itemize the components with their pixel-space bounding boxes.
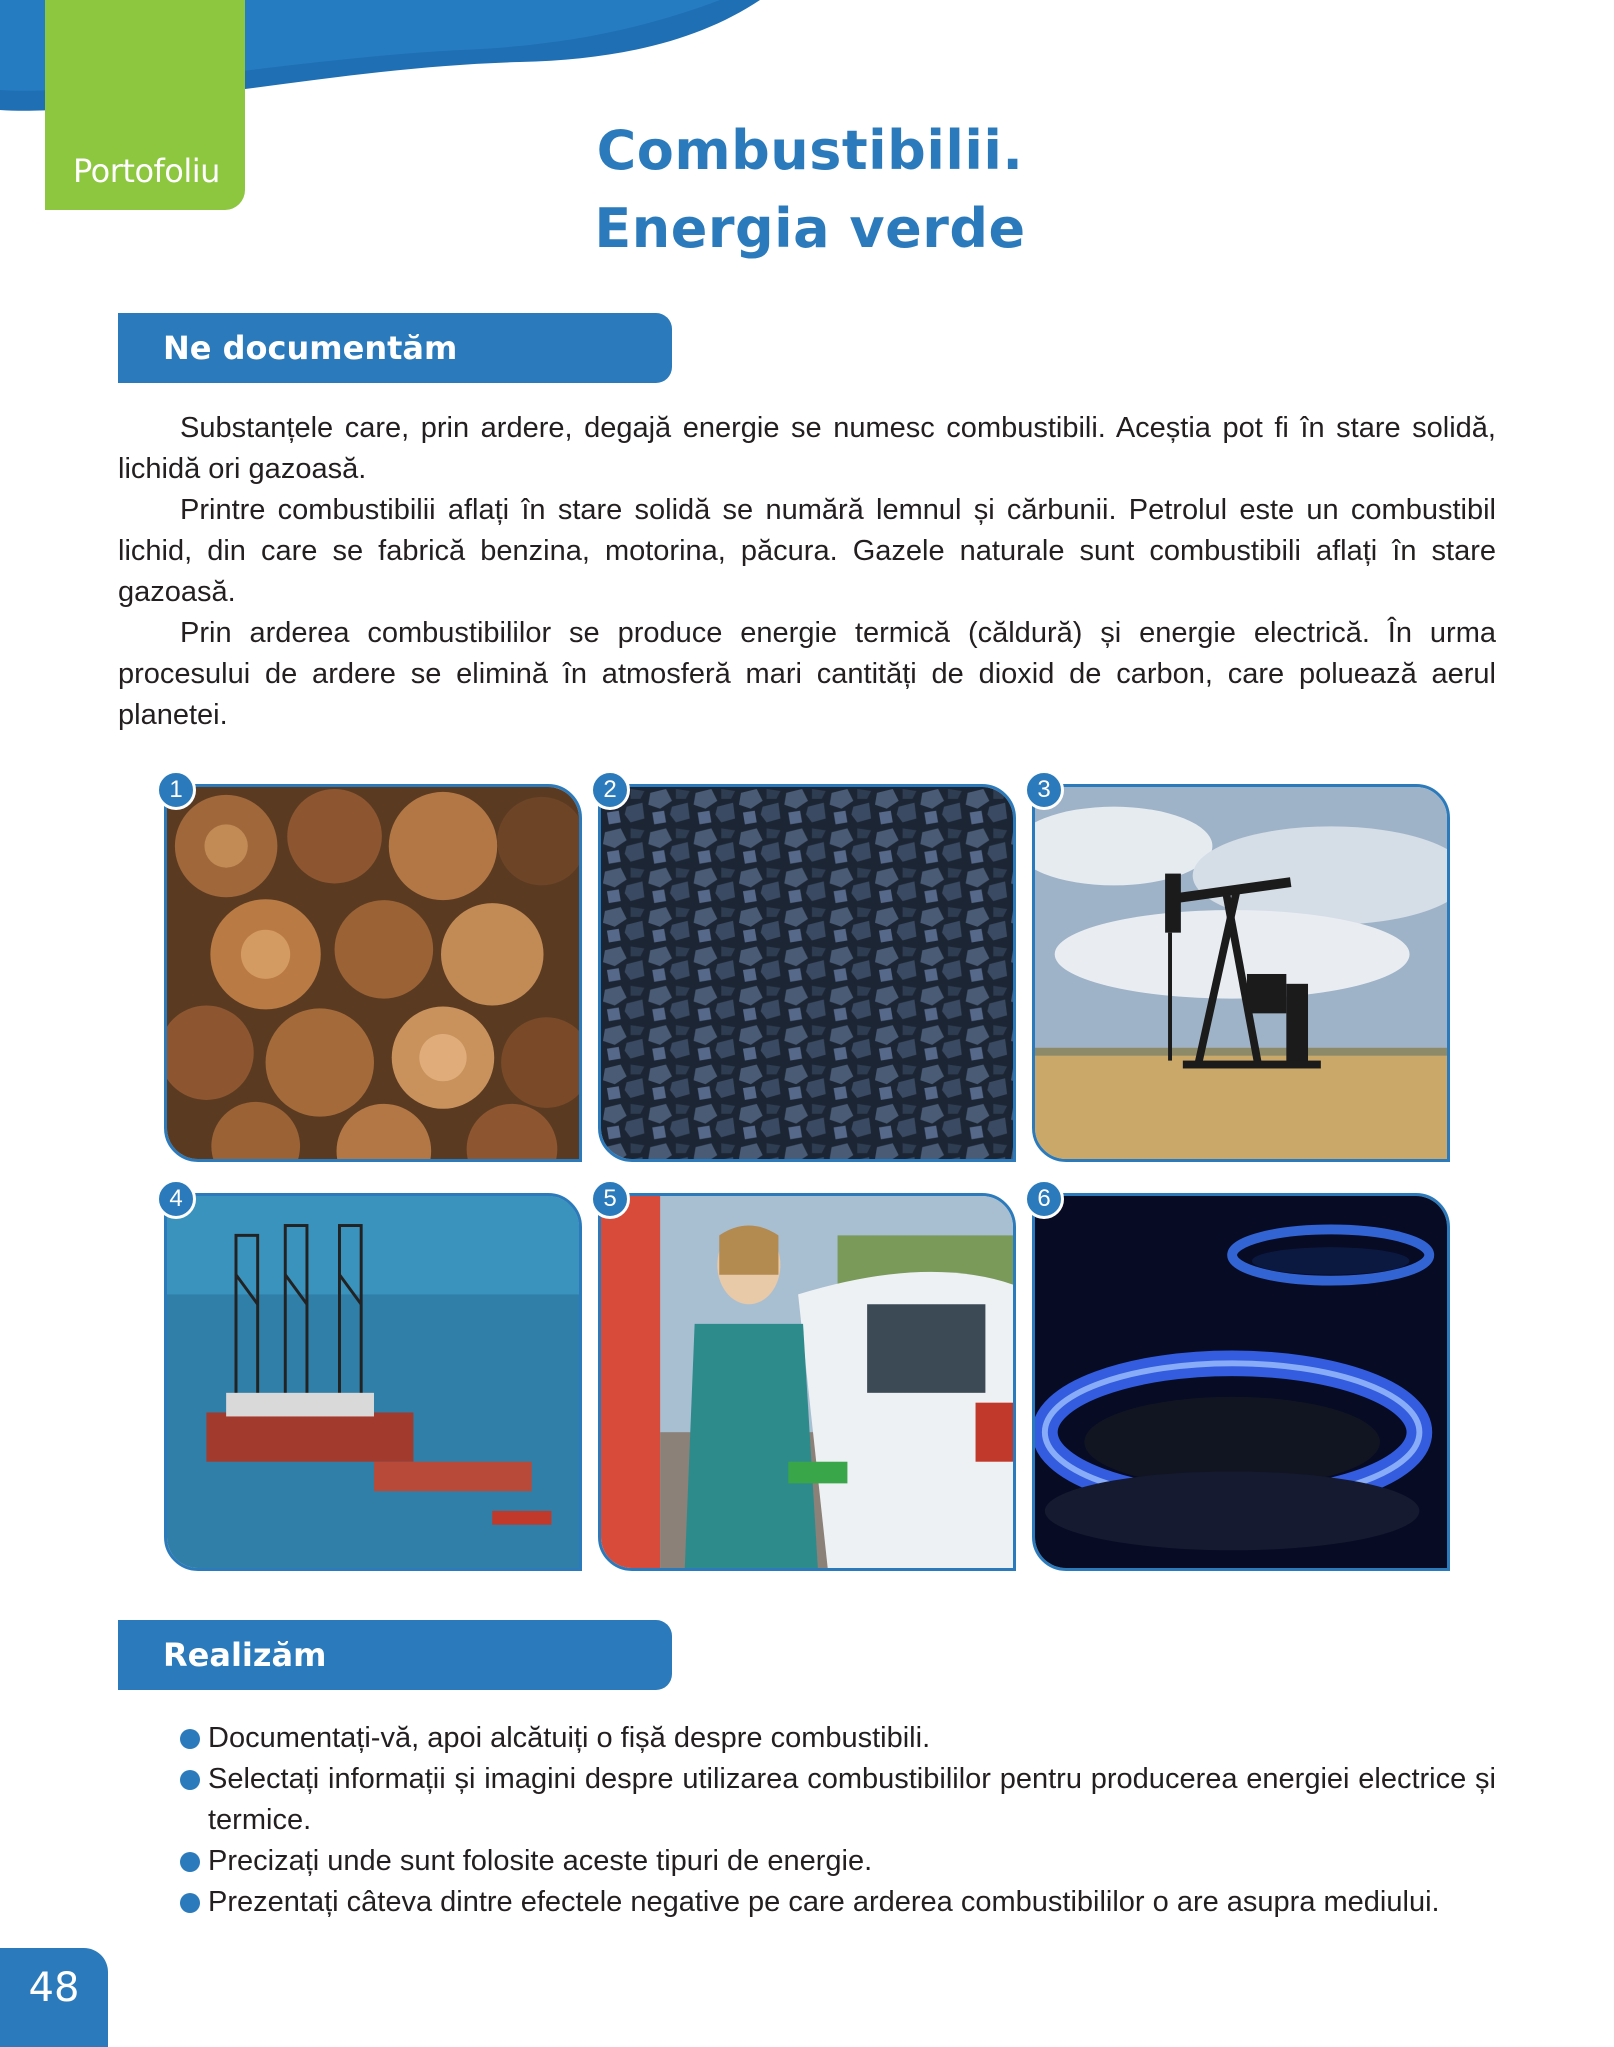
firewood-photo bbox=[164, 784, 582, 1162]
paragraph: Substanțele care, prin ardere, degajă energie se numesc combustibili. Aceștia pot fi în stare solidă, lichidă ori gazoasă. bbox=[118, 412, 1496, 485]
photo-number-badge: 4 bbox=[156, 1179, 196, 1219]
fuel-station-photo bbox=[598, 1193, 1016, 1571]
title-line-2: Energia verde bbox=[594, 197, 1026, 260]
offshore-rig-photo bbox=[164, 1193, 582, 1571]
section-heading-realize: Realizăm bbox=[118, 1620, 672, 1690]
gas-flame-photo bbox=[1032, 1193, 1450, 1571]
list-item: Documentați-vă, apoi alcătuiți o fișă despre combustibili. bbox=[180, 1718, 1496, 1759]
title-line-1: Combustibilii. bbox=[596, 119, 1024, 182]
photo-number-badge: 1 bbox=[156, 770, 196, 810]
photo-number-badge: 2 bbox=[590, 770, 630, 810]
coal-photo bbox=[598, 784, 1016, 1162]
oil-pump-photo bbox=[1032, 784, 1450, 1162]
portfolio-tab bbox=[45, 0, 245, 210]
photo-number-badge: 6 bbox=[1024, 1179, 1064, 1219]
paragraph: Printre combustibilii aflați în stare solidă se numără lemnul și cărbunii. Petrolul este un combustibil lichid, din care se fabrică benzina, motorina, păcura. Gazele naturale sunt combustibili aflați în stare gazoasă. bbox=[118, 494, 1496, 608]
list-item: Selectați informații și imagini despre utilizarea combustibililor pentru producerea energiei electrice și termice. bbox=[180, 1759, 1496, 1841]
page-title bbox=[560, 112, 1060, 268]
page-number: 48 bbox=[0, 1948, 108, 2047]
intro-text bbox=[118, 408, 1496, 736]
list-item: Prezentați câteva dintre efectele negative pe care arderea combustibililor o are asupra mediului. bbox=[180, 1882, 1496, 1923]
photo-number-badge: 3 bbox=[1024, 770, 1064, 810]
list-item: Precizați unde sunt folosite aceste tipuri de energie. bbox=[180, 1841, 1496, 1882]
paragraph: Prin arderea combustibililor se produce energie termică (căldură) și energie electrică. În urma procesului de ardere se elimină în atmosferă mari cantități de dioxid de carbon, care poluează aerul planetei. bbox=[118, 617, 1496, 731]
photo-number-badge: 5 bbox=[590, 1179, 630, 1219]
task-list bbox=[180, 1718, 1496, 1923]
section-heading-research: Ne documentăm bbox=[118, 313, 672, 383]
portfolio-tab-label: Portofoliu bbox=[73, 152, 220, 190]
